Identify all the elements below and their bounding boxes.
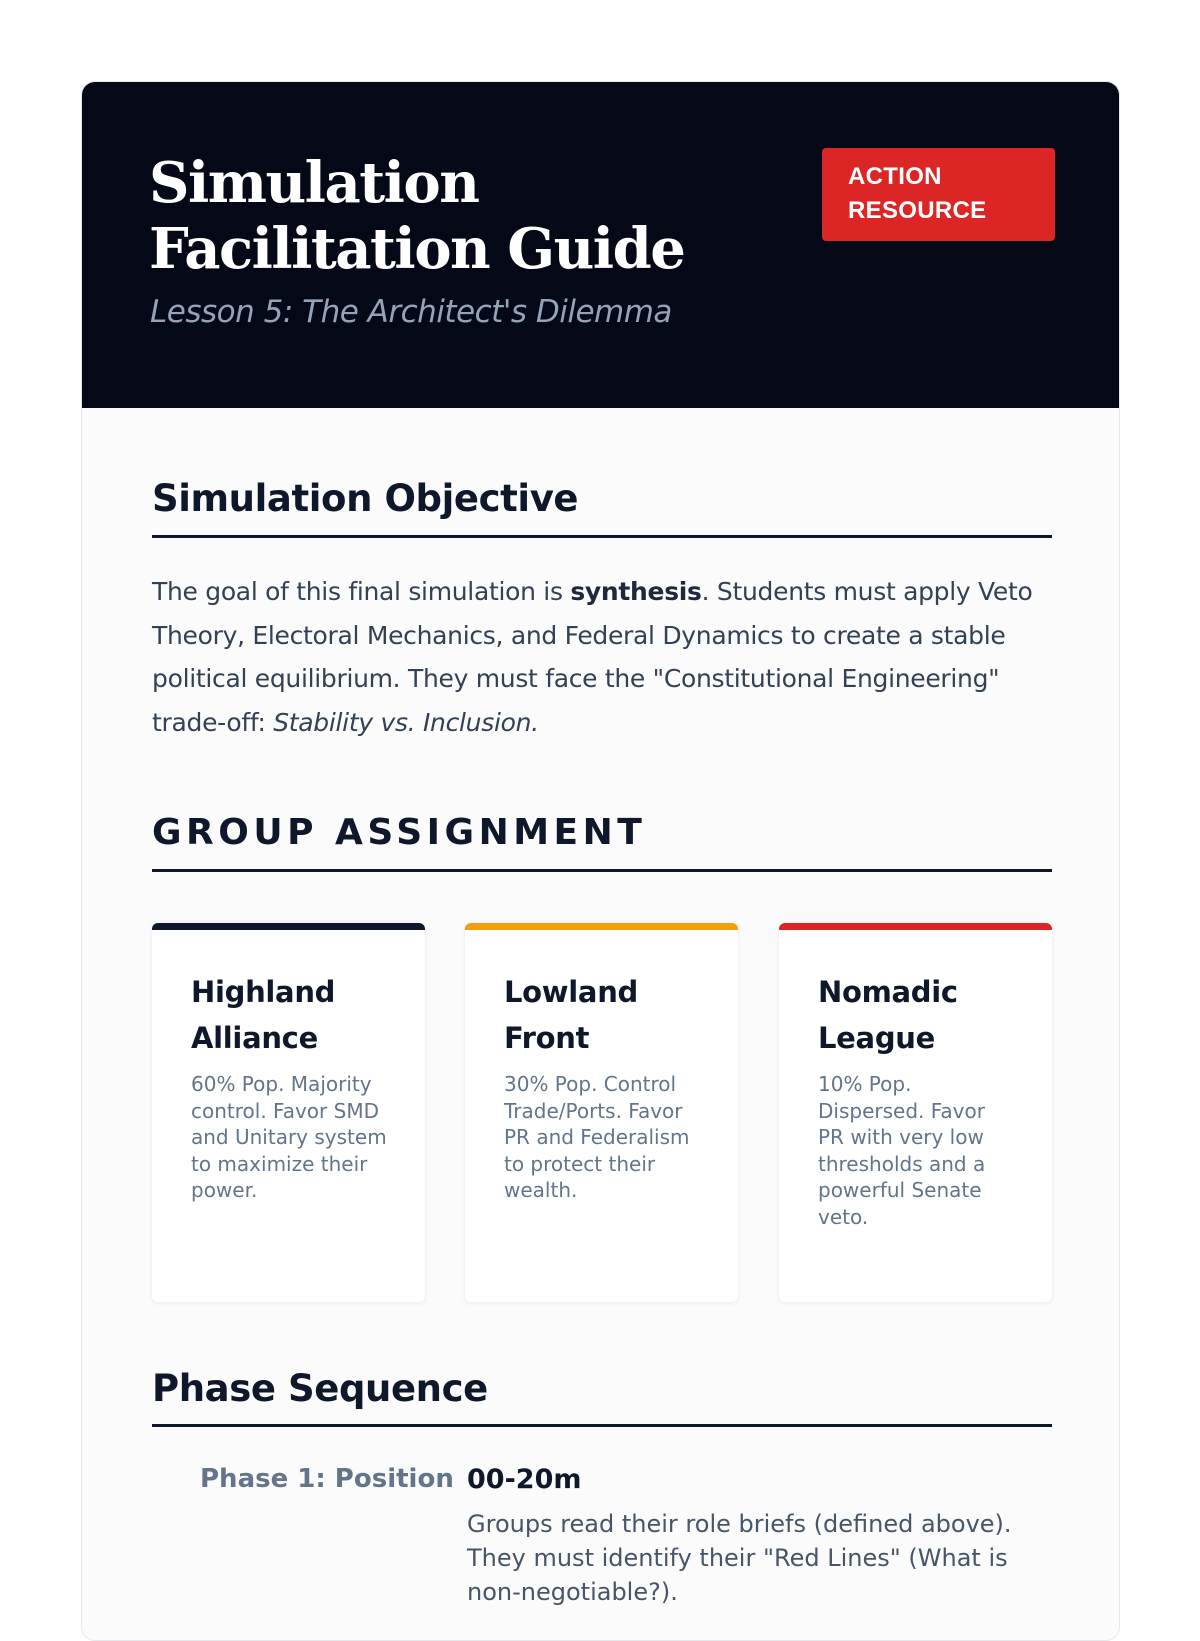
objective-bold-term: synthesis <box>570 577 702 606</box>
objective-text-start: The goal of this final simulation is <box>152 577 571 606</box>
phase-description: Groups read their role briefs (defined above). They must identify their "Red Lines" (What is non-negotiable?). <box>467 1510 1012 1606</box>
group-card-lowland <box>465 923 738 1302</box>
group-description: 30% Pop. Control Trade/Ports. Favor PR and Federalism to protect their wealth. <box>504 1072 690 1202</box>
group-description: 60% Pop. Majority control. Favor SMD and Unitary system to maximize their power. <box>191 1072 387 1202</box>
group-card-nomadic <box>779 923 1052 1302</box>
group-assignment-heading: GROUP ASSIGNMENT <box>152 809 1052 872</box>
objective-text-middle: . Students must apply Veto Theory, Electoral Mechanics, and Federal Dynamics to create a stable political equilibrium. They must face the "Constitutional Engineering" trade-off: <box>152 577 1033 737</box>
group-name: Highland Alliance <box>191 975 336 1055</box>
guide-card <box>81 81 1120 1641</box>
group-accent-bar <box>779 923 1052 930</box>
action-resource-badge: ACTION RESOURCE <box>822 148 1055 241</box>
phase-sequence-heading: Phase Sequence <box>152 1366 1052 1427</box>
objective-italic-tradeoff: Stability vs. Inclusion. <box>273 707 539 737</box>
lesson-subtitle: Lesson 5: The Architect's Dilemma <box>150 294 672 330</box>
objective-paragraph <box>152 570 1062 744</box>
phase-row <box>152 1459 1052 1606</box>
group-name: Lowland Front <box>504 975 639 1055</box>
group-cards <box>152 923 1052 1303</box>
group-description: 10% Pop. Dispersed. Favor PR with very low thresholds and a powerful Senate veto. <box>818 1072 986 1229</box>
group-card-highland <box>152 923 425 1302</box>
objective-heading: Simulation Objective <box>152 475 1052 538</box>
phase-label: Phase 1: Position <box>200 1464 454 1494</box>
group-name: Nomadic League <box>818 975 958 1055</box>
guide-header <box>82 82 1119 408</box>
phase-time: 00-20m <box>467 1464 582 1495</box>
page-title: Simulation Facilitation Guide <box>149 150 685 282</box>
group-accent-bar <box>152 923 425 930</box>
group-accent-bar <box>465 923 738 930</box>
